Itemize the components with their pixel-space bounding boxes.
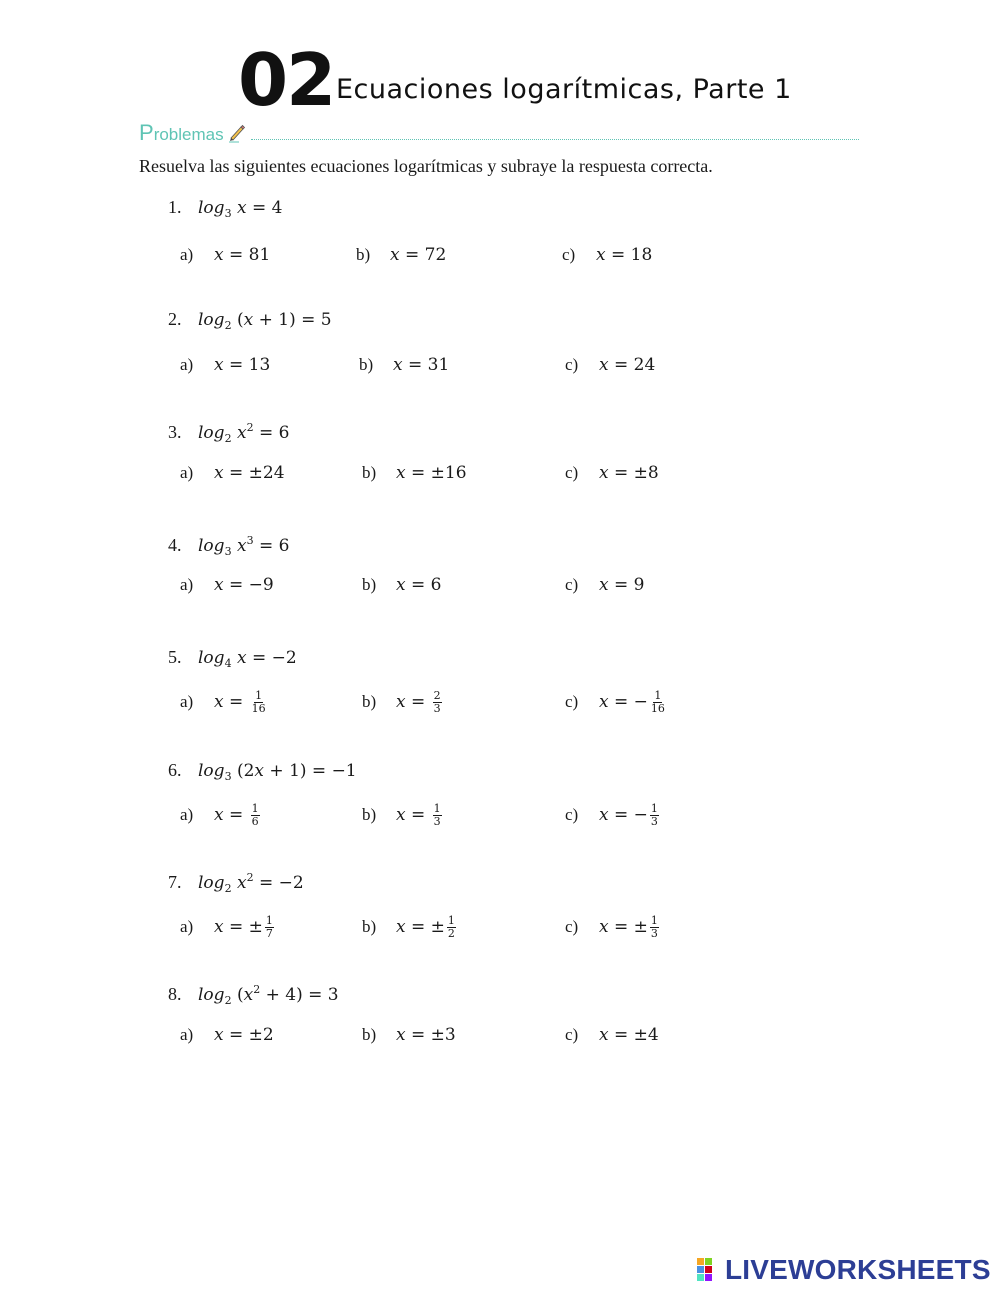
- equation: $\log_2 (x + 1) = 5$: [198, 310, 332, 332]
- option-value: x = ± $\frac{1}{2}$: [396, 914, 455, 940]
- equation: $\log_2 (x^2 + 4) = 3$: [198, 983, 339, 1007]
- section-header: [139, 120, 859, 146]
- problem-number: 8.: [168, 984, 182, 1004]
- option-letter: c): [565, 692, 579, 711]
- answer-option[interactable]: [362, 690, 442, 715]
- option-value: x = $\frac{1}{16}$: [214, 689, 266, 715]
- answer-option[interactable]: [180, 353, 270, 377]
- problem-equation: [168, 641, 297, 676]
- instructions: Resuelva las siguientes ecuaciones logarítmicas y subraye la respuesta correcta.: [139, 156, 713, 176]
- liveworksheets-logo-icon: [697, 1258, 721, 1282]
- option-value: x = ±8: [599, 463, 659, 483]
- answer-option[interactable]: [180, 461, 285, 485]
- option-letter: a): [180, 245, 194, 264]
- option-letter: b): [362, 805, 377, 824]
- option-value: x = − $\frac{1}{16}$: [599, 689, 665, 715]
- answer-option[interactable]: [180, 690, 267, 715]
- answer-option[interactable]: [565, 690, 666, 715]
- option-value: x = 18: [596, 245, 653, 265]
- title-number: 02: [238, 38, 335, 122]
- option-value: x = $\frac{1}{3}$: [396, 802, 441, 828]
- option-value: x = 81: [214, 245, 271, 265]
- answer-option[interactable]: [180, 1023, 274, 1047]
- option-letter: c): [565, 1025, 579, 1044]
- problem-equation: [168, 529, 289, 564]
- option-value: x = ±4: [599, 1025, 659, 1045]
- equation: $\log_3 x = 4$: [198, 198, 283, 220]
- problem-number: 2.: [168, 309, 182, 329]
- option-value: x = − $\frac{1}{3}$: [599, 802, 658, 828]
- equation: $\log_2 x^2 = 6$: [198, 421, 290, 445]
- option-letter: a): [180, 575, 194, 594]
- problem-number: 5.: [168, 647, 182, 667]
- answer-option[interactable]: [180, 573, 274, 597]
- problem-number: 1.: [168, 197, 182, 217]
- fraction: $\frac{1}{2}$: [447, 914, 455, 940]
- answer-option[interactable]: [362, 1023, 456, 1047]
- title-text: Ecuaciones logarítmicas, Parte 1: [336, 74, 792, 105]
- problem-equation: [168, 303, 332, 338]
- problem-number: 3.: [168, 422, 182, 442]
- answer-option[interactable]: [180, 803, 260, 828]
- option-letter: c): [565, 355, 579, 374]
- problem-number: 7.: [168, 872, 182, 892]
- dotted-divider: [251, 139, 859, 140]
- answer-option[interactable]: [362, 915, 456, 940]
- answer-option[interactable]: [565, 1023, 659, 1047]
- problem-equation: [168, 416, 289, 451]
- option-letter: b): [362, 1025, 377, 1044]
- fraction: $\frac{1}{16}$: [650, 689, 665, 715]
- option-letter: b): [362, 692, 377, 711]
- equation: $\log_3 (2x + 1) = -1$: [198, 761, 357, 783]
- answer-option[interactable]: [565, 353, 655, 377]
- option-letter: c): [565, 463, 579, 482]
- option-value: x = 72: [390, 245, 447, 265]
- option-value: x = ± $\frac{1}{7}$: [214, 914, 273, 940]
- fraction: $\frac{1}{3}$: [650, 914, 658, 940]
- problem-number: 4.: [168, 535, 182, 555]
- problem-equation: [168, 754, 357, 789]
- equation: $\log_3 x^3 = 6$: [198, 534, 290, 558]
- fraction: $\frac{1}{16}$: [251, 689, 266, 715]
- answer-option[interactable]: [362, 461, 467, 485]
- worksheet-title: [238, 40, 838, 120]
- problem-number: 6.: [168, 760, 182, 780]
- option-value: x = 6: [396, 575, 442, 595]
- option-letter: c): [565, 575, 579, 594]
- answer-option[interactable]: [565, 803, 659, 828]
- section-label: Problemas: [139, 120, 224, 145]
- answer-option[interactable]: [362, 573, 441, 597]
- fraction: $\frac{1}{3}$: [433, 802, 441, 828]
- option-value: x = ± $\frac{1}{3}$: [599, 914, 658, 940]
- liveworksheets-logo: [697, 1252, 997, 1288]
- answer-option[interactable]: [565, 461, 659, 485]
- answer-option[interactable]: [362, 803, 442, 828]
- answer-option[interactable]: [356, 243, 446, 267]
- pencil-icon: [227, 123, 247, 143]
- fraction: $\frac{1}{3}$: [650, 802, 658, 828]
- option-value: x = 31: [393, 355, 450, 375]
- answer-option[interactable]: [562, 243, 652, 267]
- answer-option[interactable]: [359, 353, 449, 377]
- fraction: $\frac{1}{6}$: [251, 802, 259, 828]
- option-letter: b): [359, 355, 374, 374]
- answer-option[interactable]: [180, 243, 270, 267]
- option-value: x = ±16: [396, 463, 467, 483]
- option-letter: a): [180, 917, 194, 936]
- fraction: $\frac{1}{7}$: [265, 914, 273, 940]
- problem-equation: [168, 191, 282, 226]
- option-letter: a): [180, 355, 194, 374]
- option-letter: a): [180, 805, 194, 824]
- option-letter: b): [356, 245, 371, 264]
- option-letter: a): [180, 463, 194, 482]
- option-value: x = 24: [599, 355, 656, 375]
- answer-option[interactable]: [565, 573, 644, 597]
- problem-equation: [168, 978, 339, 1013]
- option-value: x = 9: [599, 575, 645, 595]
- option-letter: a): [180, 692, 194, 711]
- equation: $\log_2 x^2 = -2$: [198, 871, 304, 895]
- answer-option[interactable]: [180, 915, 274, 940]
- equation: $\log_4 x = -2$: [198, 648, 297, 670]
- option-letter: b): [362, 463, 377, 482]
- option-value: x = −9: [214, 575, 274, 595]
- option-letter: b): [362, 917, 377, 936]
- option-value: x = 13: [214, 355, 271, 375]
- problem-equation: [168, 866, 304, 901]
- fraction: $\frac{2}{3}$: [433, 689, 441, 715]
- option-letter: c): [565, 805, 579, 824]
- option-value: x = ±24: [214, 463, 285, 483]
- answer-option[interactable]: [565, 915, 659, 940]
- option-letter: b): [362, 575, 377, 594]
- liveworksheets-brand: LIVEWORKSHEETS: [725, 1254, 991, 1285]
- option-value: x = $\frac{1}{6}$: [214, 802, 259, 828]
- option-value: x = ±2: [214, 1025, 274, 1045]
- option-letter: c): [565, 917, 579, 936]
- option-value: x = $\frac{2}{3}$: [396, 689, 441, 715]
- option-value: x = ±3: [396, 1025, 456, 1045]
- option-letter: a): [180, 1025, 194, 1044]
- option-letter: c): [562, 245, 576, 264]
